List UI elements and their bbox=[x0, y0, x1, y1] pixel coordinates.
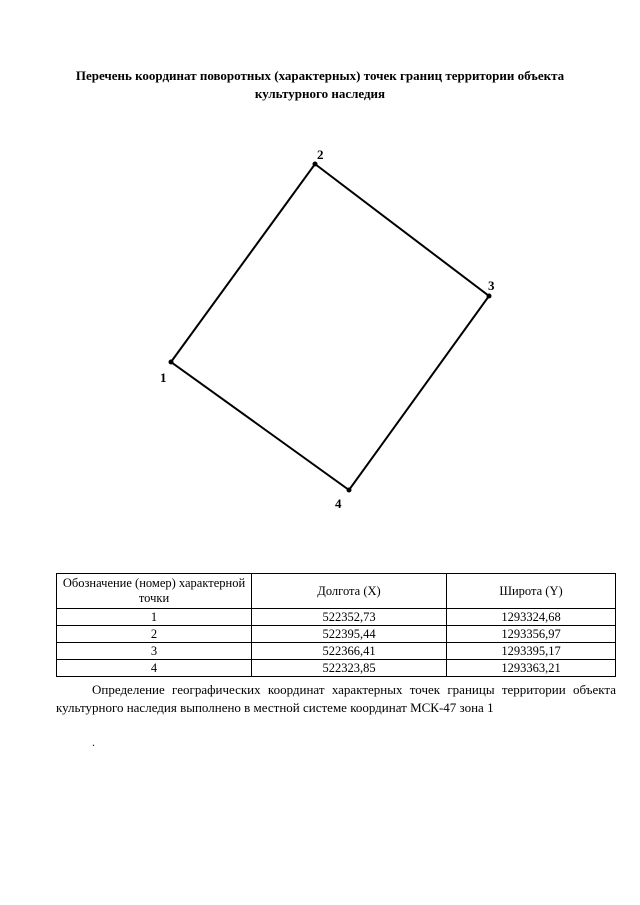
cell-longitude: 522395,44 bbox=[252, 626, 447, 643]
cell-latitude: 1293324,68 bbox=[447, 609, 616, 626]
coordinates-table bbox=[56, 573, 616, 677]
header-latitude: Широта (Y) bbox=[447, 574, 616, 609]
table-row bbox=[57, 643, 616, 660]
coordinate-system-note: Определение географических координат характерных точек границы территории объекта культурного наследия выполнено в местной системе координат МСК-47 зона 1 bbox=[56, 682, 616, 715]
cell-latitude: 1293395,17 bbox=[447, 643, 616, 660]
boundary-polygon bbox=[171, 164, 489, 490]
boundary-point-4 bbox=[347, 488, 352, 493]
cell-longitude: 522323,85 bbox=[252, 660, 447, 677]
cell-longitude: 522352,73 bbox=[252, 609, 447, 626]
cell-point-number: 2 bbox=[57, 626, 252, 643]
boundary-point-2 bbox=[313, 162, 318, 167]
point-label-3: 3 bbox=[488, 278, 495, 293]
table-header-row bbox=[57, 574, 616, 609]
table-row bbox=[57, 660, 616, 677]
cell-point-number: 4 bbox=[57, 660, 252, 677]
cell-point-number: 1 bbox=[57, 609, 252, 626]
header-point-number: Обозначение (номер) характерной точки bbox=[57, 574, 252, 609]
trailing-mark: . bbox=[92, 735, 95, 749]
cell-point-number: 3 bbox=[57, 643, 252, 660]
table-row bbox=[57, 609, 616, 626]
cell-longitude: 522366,41 bbox=[252, 643, 447, 660]
boundary-point-3 bbox=[487, 294, 492, 299]
cell-latitude: 1293356,97 bbox=[447, 626, 616, 643]
point-label-2: 2 bbox=[317, 147, 324, 162]
point-label-1: 1 bbox=[160, 370, 167, 385]
point-label-4: 4 bbox=[335, 496, 342, 511]
header-longitude: Долгота (X) bbox=[252, 574, 447, 609]
cell-latitude: 1293363,21 bbox=[447, 660, 616, 677]
table-row bbox=[57, 626, 616, 643]
page-title: Перечень координат поворотных (характерных) точек границ территории объекта культурного наследия bbox=[75, 68, 565, 101]
boundary-point-1 bbox=[169, 360, 174, 365]
